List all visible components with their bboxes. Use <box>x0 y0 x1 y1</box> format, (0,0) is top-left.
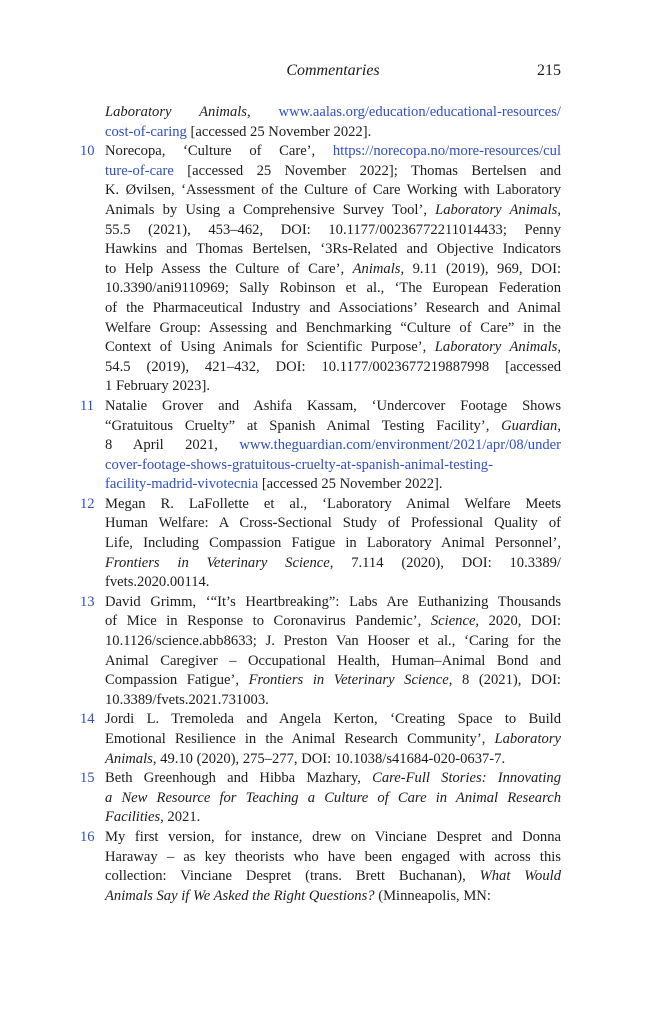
text-run: 8 April 2021, <box>105 437 240 454</box>
text-run: 10.1126/science.abb8633; J. Preston Van Hooser et al., ‘Caring for the <box>105 633 561 650</box>
italic-title: Laboratory Animals <box>435 201 558 218</box>
endnote-line <box>105 593 561 613</box>
text-run: , 9.11 (2019), 969, DOI: <box>400 260 562 277</box>
text-run: Life, Including Compassion Fatigue in Laboratory Animal Personnel’, <box>105 535 561 552</box>
endnote-line <box>105 632 561 652</box>
endnote-line <box>105 691 561 711</box>
endnote-line <box>105 319 561 339</box>
endnote-line <box>105 495 561 515</box>
text-run: [accessed 25 November 2022]. <box>186 123 372 140</box>
endnote-number[interactable]: 16 <box>80 828 95 845</box>
endnote-number[interactable]: 15 <box>80 770 95 787</box>
endnote-line <box>105 221 561 241</box>
text-run: , 7.114 (2020), DOI: 10.3389/ <box>329 554 561 571</box>
text-run: Natalie Grover and Ashifa Kassam, ‘Undercover Footage Shows <box>105 397 561 414</box>
endnote-line <box>105 789 561 809</box>
endnote-line <box>105 260 561 280</box>
endnote-line <box>105 397 561 417</box>
endnote-text <box>105 769 561 828</box>
endnote-line <box>105 828 561 848</box>
text-run: Jordi L. Tremoleda and Angela Kerton, ‘Creating Space to Build <box>105 711 561 728</box>
endnote-line <box>105 769 561 789</box>
text-run: Compassion Fatigue’, <box>105 672 249 689</box>
endnote-line <box>105 475 561 495</box>
italic-title: a New Resource for Teaching a Culture of Care in Animal Research <box>105 789 561 806</box>
text-run: Beth Greenhough and Hibba Mazhary, <box>105 770 373 787</box>
endnote <box>0 593 561 711</box>
endnote-number[interactable]: 12 <box>80 495 95 512</box>
endnote-line <box>105 671 561 691</box>
endnote-number[interactable]: 13 <box>80 593 95 610</box>
page-header <box>105 62 561 84</box>
reference-link[interactable]: www.aalas.org/education/educational-resources/ <box>278 104 561 120</box>
text-run: fvets.2020.00114. <box>105 574 210 591</box>
endnote-line <box>105 808 561 828</box>
text-run: , 2020, DOI: <box>475 613 562 630</box>
text-run: David Grimm, ‘“It’s Heartbreaking”: Labs Are Euthanizing Thousands <box>105 593 561 610</box>
italic-title: Laboratory <box>494 731 561 747</box>
endnote-line <box>105 514 561 534</box>
endnote-line <box>105 358 561 378</box>
text-run: Hawkins and Thomas Bertelsen, ‘3Rs-Related and Objective Indicators <box>105 241 561 258</box>
text-run: of the Pharmaceutical Industry and Associations’ Research and Animal <box>105 299 561 316</box>
endnote-line <box>105 103 561 123</box>
endnote-text <box>105 103 561 142</box>
text-run: collection: Vinciane Despret (trans. Brett Buchanan), <box>105 868 480 885</box>
endnote-line <box>105 848 561 868</box>
endnote-line <box>105 338 561 358</box>
endnote <box>0 769 561 828</box>
endnote <box>0 710 561 769</box>
italic-title: Frontiers in Veterinary Science <box>248 672 449 689</box>
text-run: Megan R. LaFollette et al., ‘Laboratory Animal Welfare Meets <box>105 495 561 512</box>
italic-title: Care-Full Stories: Innovating <box>372 770 562 787</box>
reference-link[interactable]: ture-of-care <box>105 162 174 179</box>
endnote <box>0 495 561 593</box>
endnote-line <box>105 534 561 554</box>
endnote-line <box>105 730 561 750</box>
text-run: [accessed 25 November 2022]. <box>258 476 443 493</box>
italic-title: Animals <box>352 260 401 277</box>
text-run: Norecopa, ‘Culture of Care’, <box>105 143 333 160</box>
text-run: of Mice in Response to Coronavirus Pandemic’, <box>105 613 431 630</box>
italic-title: What Would <box>479 868 562 885</box>
text-run: [accessed 25 November 2022]; Thomas Bertelsen and <box>173 162 561 179</box>
text-run: 55.5 (2021), 453–462, DOI: 10.1177/00236772211014433; Penny <box>105 221 561 238</box>
endnote-line <box>105 201 561 221</box>
italic-title: Science <box>430 613 476 630</box>
text-run: , <box>557 201 561 218</box>
text-run: , <box>557 417 561 434</box>
reference-link[interactable]: cover-footage-shows-gratuitous-cruelty-at-spanish-animal-testing- <box>105 456 493 473</box>
endnote-line <box>105 377 561 397</box>
italic-title: Frontiers in Veterinary Science <box>105 554 330 571</box>
endnote-line <box>105 750 561 770</box>
endnote <box>0 103 561 142</box>
endnote-line <box>105 652 561 672</box>
text-run: Animals by Using a Comprehensive Survey Tool’, <box>105 201 436 218</box>
text-run: Animal Caregiver – Occupational Health, Human–Animal Bond and <box>105 652 561 669</box>
endnote-text <box>105 495 561 593</box>
text-run: “Gratuitous Cruelty” at Spanish Animal Testing Facility’, <box>105 417 502 434</box>
text-run: K. Øvilsen, ‘Assessment of the Culture of Care Working with Laboratory <box>105 182 561 199</box>
text-run: , <box>557 339 561 356</box>
text-run: My first version, for instance, drew on Vinciane Despret and Donna <box>105 828 561 845</box>
italic-title: Animals <box>105 750 153 767</box>
endnote <box>0 397 561 495</box>
text-run: 10.3390/ani9110969; Sally Robinson et al., ‘The European Federation <box>105 280 561 297</box>
text-run: , 49.10 (2020), 275–277, DOI: 10.1038/s41684-020-0637-7. <box>152 750 506 767</box>
endnote-line <box>105 162 561 182</box>
text-run: , 2021. <box>160 809 201 826</box>
endnote-line <box>105 279 561 299</box>
italic-title: Guardian <box>501 417 558 434</box>
text-run: Human Welfare: A Cross-Sectional Study of Professional Quality of <box>105 515 561 532</box>
reference-link[interactable]: https://norecopa.no/more-resources/cul <box>332 143 561 160</box>
endnote-text <box>105 828 561 906</box>
endnote-line <box>105 123 561 143</box>
text-run: , <box>246 104 279 120</box>
endnote-line <box>105 181 561 201</box>
endnote <box>0 142 561 397</box>
endnote-line <box>105 142 561 162</box>
endnote-line <box>105 554 561 574</box>
running-head: Commentaries <box>286 62 380 79</box>
endnote-number[interactable]: 11 <box>80 397 95 414</box>
italic-title: Facilities <box>105 809 161 826</box>
reference-link[interactable]: cost-of-caring <box>105 123 187 140</box>
text-run: Welfare Group: Assessing and Benchmarking “Culture of Care” in the <box>105 319 561 336</box>
endnote-text <box>105 397 561 495</box>
endnote-line <box>105 867 561 887</box>
endnote-line <box>105 710 561 730</box>
endnote-text <box>105 142 561 397</box>
endnotes-list <box>0 103 650 906</box>
endnote-line <box>105 436 561 456</box>
italic-title: Laboratory Animals <box>105 104 247 120</box>
text-run: Emotional Resilience in the Animal Research Community’, <box>105 731 495 747</box>
endnote-line <box>105 887 561 907</box>
text-run: , 8 (2021), DOI: <box>448 672 561 689</box>
endnote-number[interactable]: 14 <box>80 711 95 728</box>
endnote-line <box>105 456 561 476</box>
text-run: (Minneapolis, MN: <box>374 887 491 904</box>
italic-title: Animals Say if We Asked the Right Questions? <box>105 887 375 904</box>
page-number: 215 <box>537 62 561 79</box>
text-run: 1 February 2023]. <box>105 378 210 395</box>
endnote <box>0 828 561 906</box>
endnote-text <box>105 593 561 711</box>
italic-title: Laboratory Animals <box>434 339 558 356</box>
text-run: 10.3389/fvets.2021.731003. <box>105 691 269 708</box>
endnote-line <box>105 417 561 437</box>
reference-link[interactable]: www.theguardian.com/environment/2021/apr/08/under <box>239 437 561 454</box>
endnote-text <box>105 710 561 769</box>
text-run: Haraway – as key theorists who have been engaged with across this <box>105 848 561 865</box>
reference-link[interactable]: facility-madrid-vivotecnia <box>105 476 259 493</box>
endnote-line <box>105 612 561 632</box>
endnote-number[interactable]: 10 <box>80 143 95 160</box>
endnote-line <box>105 240 561 260</box>
text-run: Context of Using Animals for Scientific Purpose’, <box>105 339 435 356</box>
text-run: 54.5 (2019), 421–432, DOI: 10.1177/0023677219887998 [accessed <box>105 358 561 375</box>
endnote-line <box>105 299 561 319</box>
endnote-line <box>105 573 561 593</box>
text-run: to Help Assess the Culture of Care’, <box>105 260 353 277</box>
